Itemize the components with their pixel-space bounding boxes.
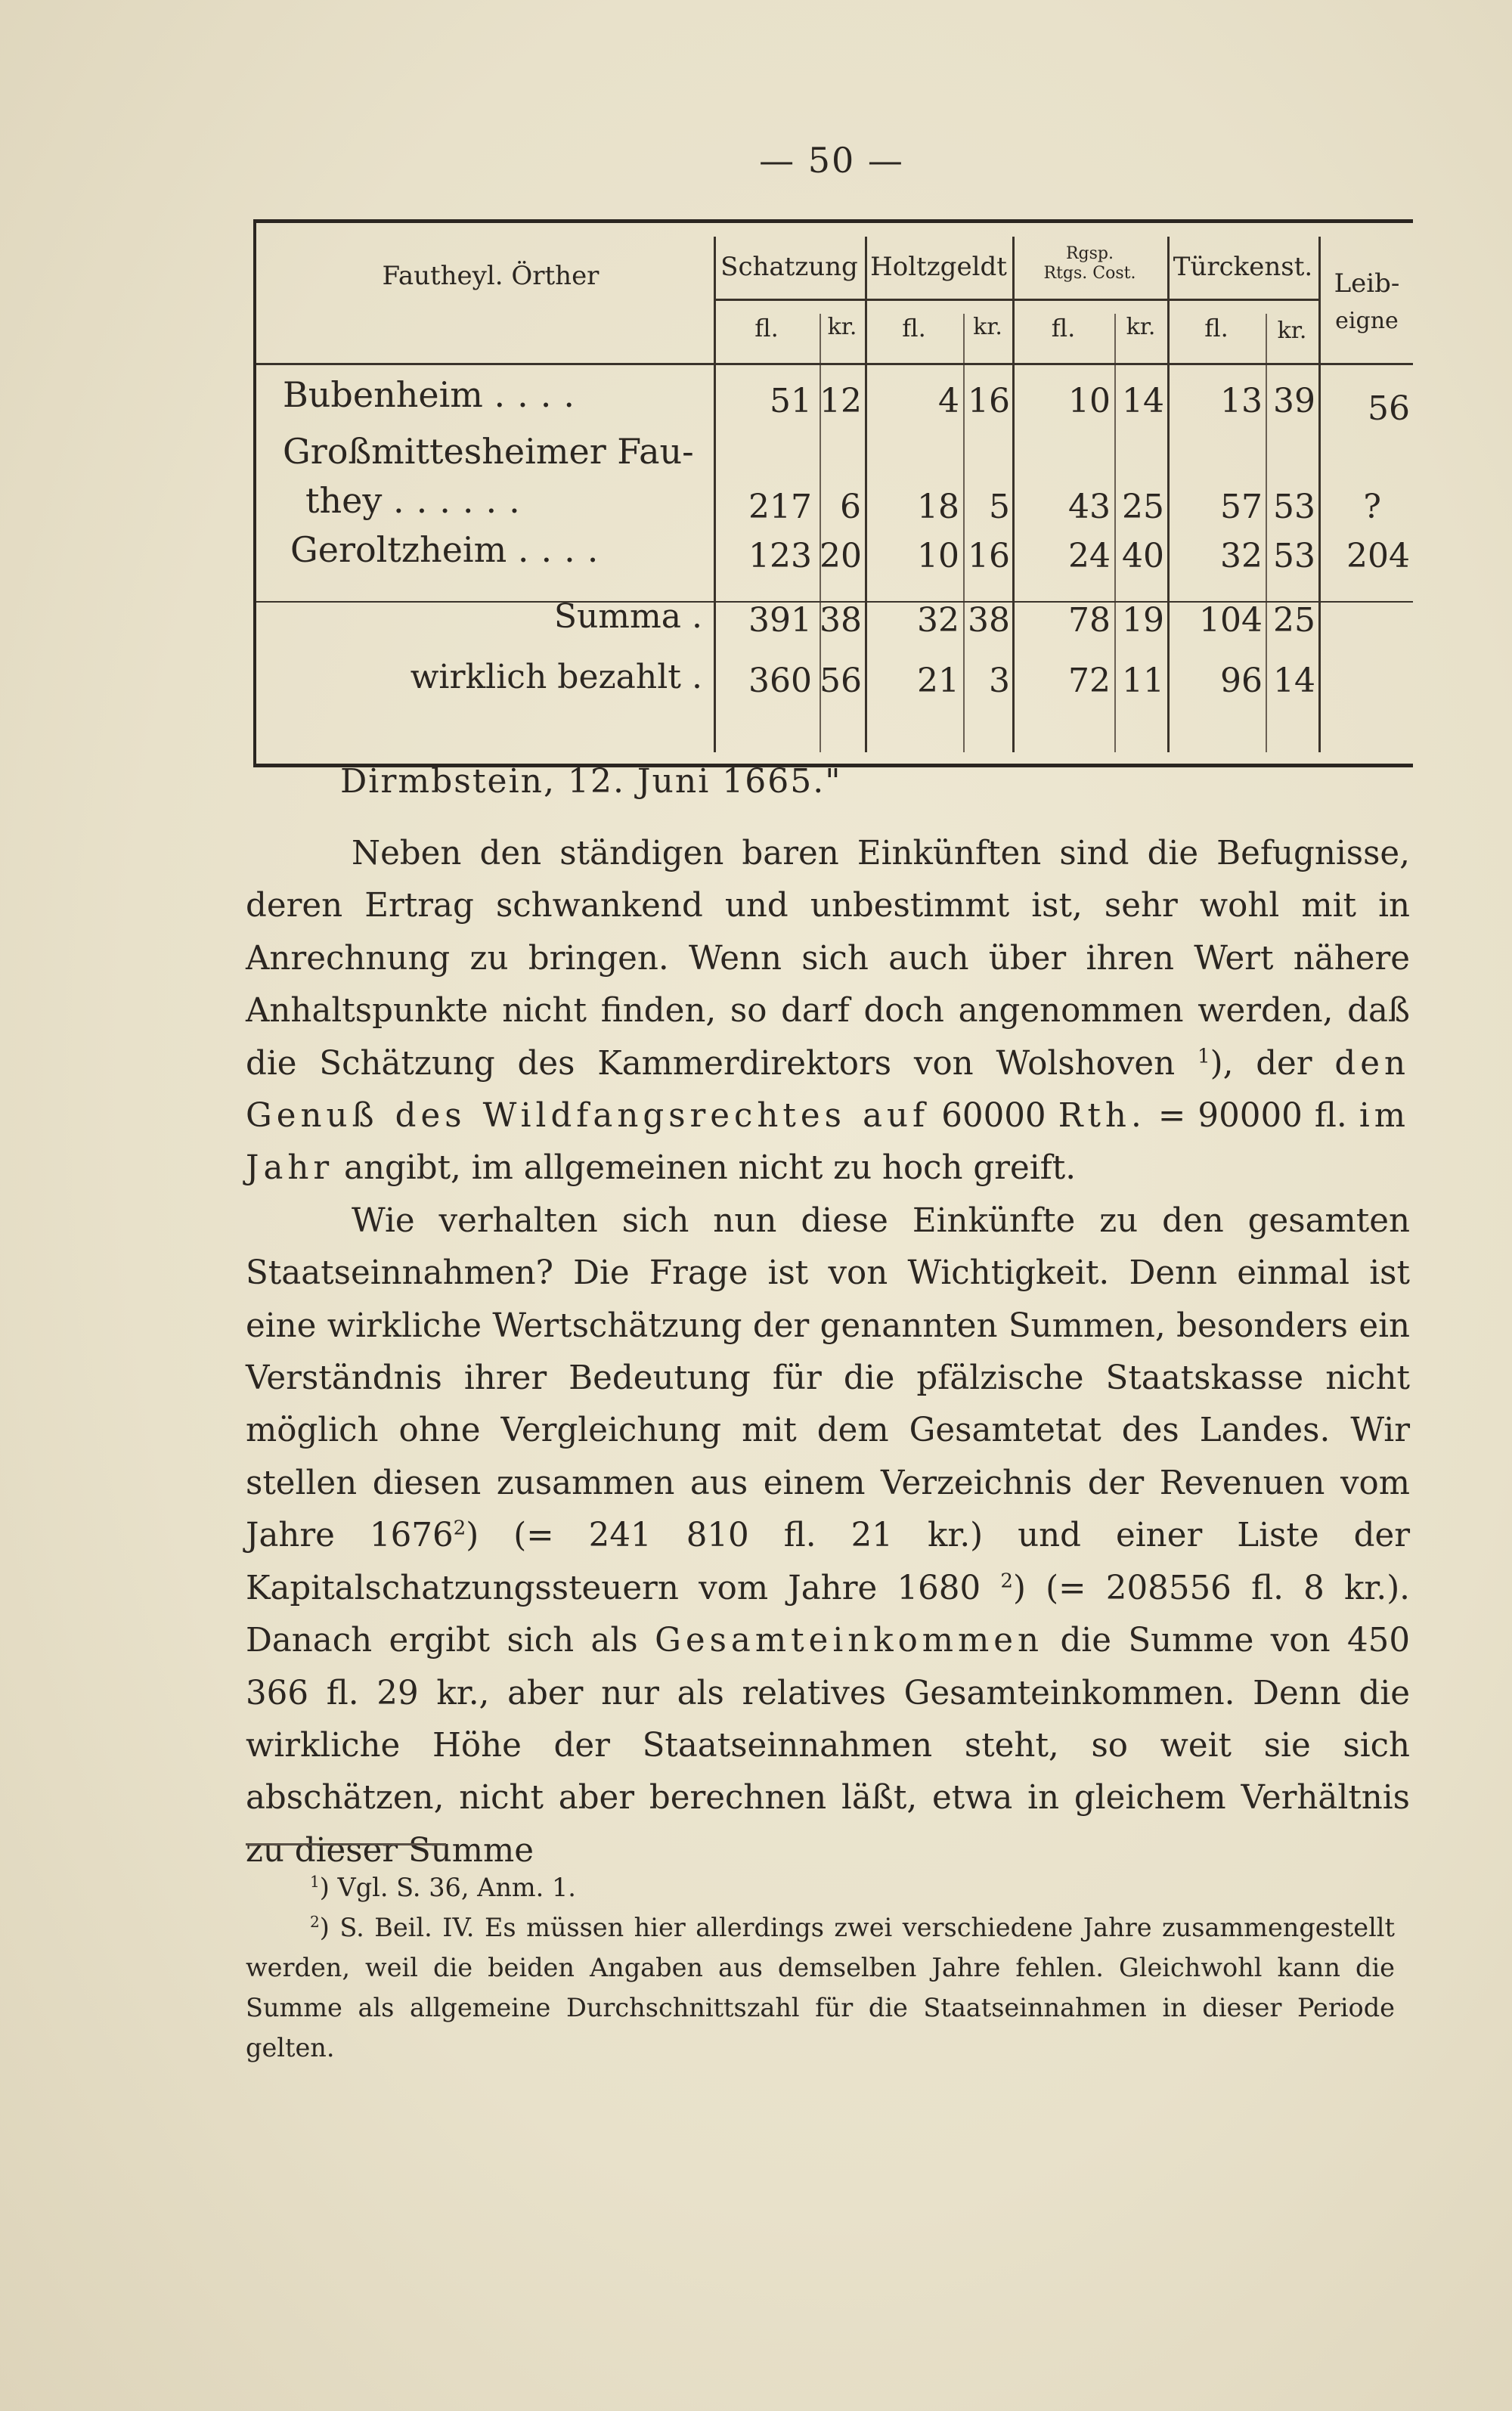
cell: 32 [917,601,959,640]
place-date-signature: Dirmbstein, 12. Juni 1665." [340,762,842,801]
cell: 25 [1273,601,1315,640]
paragraph: Wie verhalten sich nun diese Einkünfte zu den gesamten Staatseinnahmen? Die Frage ist von Wichtigkeit. Denn einmal ist eine wirkliche Wertschätzung der genannten Summen, besonders ein Verständnis ihrer Bedeutung für die pfälzische Staatskasse nicht möglich ohne Vergleichung mit dem Gesamtetat des Landes. Wir stellen diesen zusammen aus einem Verzeichnis der Revenuen vom Jahre 1676$^2$) (= 241 810 fl. 21 kr.) und einer Liste der Kapitalschatzungssteuern vom Jahre 1680 $^2$) (= 208556 fl. 8 kr.). Danach ergibt sich als Gesamteinkommen die Summe von 450 366 fl. 29 kr., aber nur als relatives Gesamteinkommen. Denn die wirkliche Höhe der Staatseinnahmen steht, so weit sie sich abschätzen, nicht aber berechnen läßt, etwa in gleichem Verhältnis zu dieser Summe [246,1201,1411,1870]
header-rgsp-top: Rgsp. [1065,244,1114,263]
cell: 20 [820,537,862,575]
header-rgsp [1012,244,1167,284]
cell: 78 [1068,601,1111,640]
header-tuerckenst: Türckenst. [1173,252,1313,282]
sub-fl: fl. [1204,314,1228,342]
cell: 11 [1122,662,1164,700]
cell: 14 [1122,382,1164,420]
cell: 16 [968,537,1010,575]
cell: ? [1363,488,1381,526]
paragraph: Neben den ständigen baren Einkünften sind die Befugnisse, deren Ertrag schwankend und unbestimmt ist, sehr wohl mit in Anrechnung zu bringen. Wenn sich auch über ihren Wert nähere Anhaltspunkte nicht finden, so darf doch angenommen werden, daß die Schätzung des Kammerdirektors von Wolshoven $^1$), der den Genuß des Wildfangsrechtes auf 60000 Rth. = 90000 fl. im Jahr angibt, im allgemeinen nicht zu hoch greift. [246,835,1410,1188]
footnote: $^2$) S. Beil. IV. Es müssen hier allerdings zwei verschiedene Jahre zusammengestellt werden, weil die beiden Angaben aus demselben Jahre fehlen. Gleichwohl kann die Summe als allgemeine Durchschnittszahl für die Staatseinnahmen in dieser Periode gelten. [246,1912,1395,2062]
cell: 4 [938,382,959,420]
cell: 57 [1220,488,1263,526]
cell: 72 [1068,662,1111,700]
cell: 19 [1122,601,1164,640]
header-leib-top: Leib- [1334,268,1400,299]
footnote-rule [246,1843,446,1845]
sub-kr: kr. [973,314,1002,340]
cell: 360 [748,662,812,700]
cell: 53 [1273,488,1315,526]
cell: 53 [1273,537,1315,575]
cell: 56 [820,662,862,700]
body-text [246,828,1410,1877]
sub-kr: kr. [827,314,857,340]
cell: 123 [748,537,812,575]
header-bottom-rule [256,363,1413,365]
footnotes [246,1867,1395,2068]
header-leibeigne [1321,265,1413,340]
header-schatzung: Schatzung [720,252,858,282]
header-rule [714,299,1318,301]
header-holtzgeldt: Holtzgeldt [870,252,1007,282]
cell: 21 [917,662,959,700]
cell: 96 [1220,662,1263,700]
page-number: — 50 — [759,140,904,181]
cell: 5 [989,488,1010,526]
row-place: they ...... [305,480,532,521]
tax-table [253,219,1413,767]
row-place: Geroltzheim .... [290,529,611,570]
cell: 14 [1273,662,1315,700]
sub-kr: kr. [1277,318,1307,344]
cell: 12 [820,382,862,420]
cell: 51 [770,382,812,420]
cell: 39 [1273,382,1315,420]
cell: 24 [1068,537,1111,575]
cell: 16 [968,382,1010,420]
footnote: $^1$) Vgl. S. 36, Anm. 1. [310,1872,576,1902]
cell: 217 [748,488,812,526]
cell: 6 [840,488,861,526]
cell: 204 [1346,537,1410,575]
header-places: Fautheyl. Örther [382,261,600,291]
cell: 40 [1122,537,1164,575]
cell: 104 [1199,601,1263,640]
sub-fl: fl. [902,314,926,342]
cell: 391 [748,601,812,640]
row-place: Bubenheim .... [283,374,587,415]
cell: 56 [1368,389,1410,428]
cell: 10 [917,537,959,575]
cell: 3 [989,662,1010,700]
cell: 32 [1220,537,1263,575]
cell: 38 [820,601,862,640]
cell: 10 [1068,382,1111,420]
sub-fl: fl. [754,314,779,342]
cell: 38 [968,601,1010,640]
header-rgsp-bottom: Rtgs. Cost. [1043,264,1136,283]
sub-kr: kr. [1126,314,1156,340]
cell: 13 [1220,382,1263,420]
cell: 43 [1068,488,1111,526]
row-place: Großmittesheimer Fau- [283,431,694,472]
cell: 18 [917,488,959,526]
cell: 25 [1122,488,1164,526]
paid-label: wirklich bezahlt . [410,658,702,696]
summa-label: Summa . [553,597,702,636]
header-leib-bottom: eigne [1335,308,1399,334]
sub-fl: fl. [1051,314,1076,342]
